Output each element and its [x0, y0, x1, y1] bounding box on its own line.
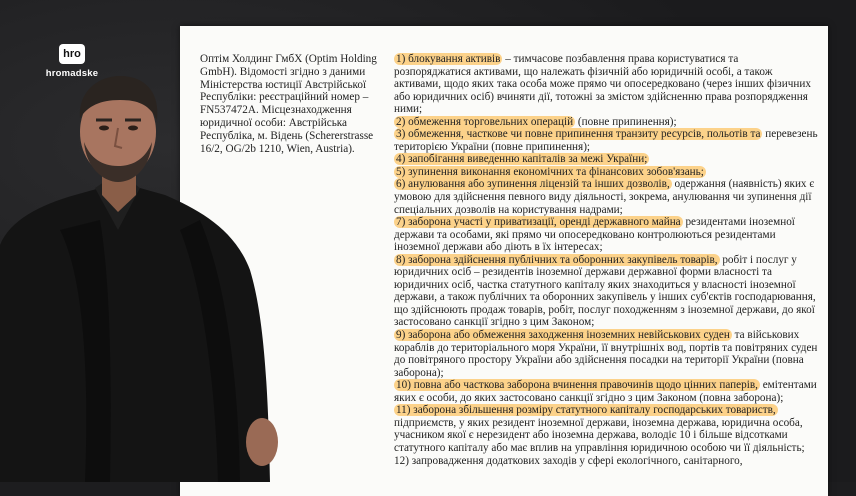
logo-text: hromadske — [45, 68, 99, 79]
sanction-item-8: 8) заборона здійснення публічних та оборонних закупівель товарів, робіт і послуг у юридичних осіб – резидентів іноземної держави державної форми власності та юридичних осіб, частка статутного капіталу яких знаходиться у власності іноземної держави, а також публічних та оборонних закупівель у інших суб'єктів господарювання, що здійснюють продаж товарів, робіт, послуг походженням з іноземної держави, до якої застосовано санкції згідно з цим Законом; — [394, 253, 816, 329]
sanction-item-10: 10) повна або часткова заборона вчинення правочинів щодо цінних паперів, емітентами яких є особи, до яких застосовано санкції згідно з цим Законом (повна заборона); — [394, 379, 817, 404]
sanction-item-4 — [394, 153, 818, 166]
hromadske-logo — [40, 44, 104, 79]
sanction-item-7: 7) заборона участі у приватизації, оренді державного майна резидентами іноземної держави та особами, які прямо чи опосередковано контролюються резидентами іноземної держави або діють в їх інтересах; — [394, 216, 795, 254]
sanction-item-9: 9) заборона або обмеження заходження іноземних невійськових суден та військових кораблів до територіального моря України, її внутрішніх вод, портів та повітряних суден до повітряного простору України або здійснення посадки на території України (повна заборона); — [394, 329, 818, 379]
highlight: 1) блокування активів — [396, 53, 501, 65]
highlight: 4) запобігання виведенню капіталів за межі України; — [396, 153, 648, 166]
sanction-item-1: 1) блокування активів – тимчасове позбавлення права користуватися та розпоряджатися активами, що належать фізичній або юридичній особі, а також активами, щодо яких така особа може прямо чи опосередковано (через інших фізичних або юридичних осіб) вчиняти дії, тотожні за змістом здійсненню права розпорядження ними; — [394, 53, 811, 116]
sanctions-list — [394, 53, 818, 467]
highlight: 11) заборона збільшення розміру статутного капіталу господарських товариств, — [396, 404, 776, 417]
highlight: 10) повна або часткова заборона вчинення правочинів щодо цінних паперів, — [396, 379, 758, 392]
logo-mark: hro — [59, 44, 85, 64]
sanction-item-11: 11) заборона збільшення розміру статутного капіталу господарських товариств, підприємств, у яких резидент іноземної держави, іноземна держава, юридична особа, учасником якої є нерезидент або іноземна держава, володіє 10 і більше відсотками статутного капіталу або має вплив на управління юридичною особою чи її діяльність; — [394, 404, 805, 454]
highlight: 7) заборона участі у приватизації, оренді державного майна — [396, 216, 681, 229]
highlight: 8) заборона здійснення публічних та оборонних закупівель товарів, — [396, 253, 718, 266]
person-photo — [0, 70, 280, 482]
highlight: 5) зупинення виконання економічних та фінансових зобов'язань; — [396, 165, 704, 178]
sanction-item-5 — [394, 166, 818, 179]
sanction-item-12: 12) запровадження додаткових заходів у сфері екологічного, санітарного, — [394, 454, 743, 467]
highlight: 3) обмеження, часткове чи повне припинення транзиту ресурсів, польотів та — [396, 128, 761, 141]
highlight: 9) заборона або обмеження заходження іноземних невійськових суден — [396, 329, 730, 342]
sanction-item-6: 6) анулювання або зупинення ліцензій та інших дозволів, одержання (наявність) яких є умовою для здійснення певного виду діяльності, зокрема, анулювання чи зупинення дії спеціальних дозволів на користування надрами; — [394, 178, 815, 216]
company-info-paragraph: Оптім Холдинг ГмбХ (Optim Holding GmbH). Відомості згідно з даними Міністерства юстиції Австрійської Республіки: реєстраційний номер – FN537472A. Місцезнаходження юридичної особи: Австрійська Республіка, м. Відень (Schererstrasse 16/2, OG/2b 1210, Wien, Austria). — [200, 53, 377, 155]
sanction-item-3: 3) обмеження, часткове чи повне припинення транзиту ресурсів, польотів та перевезень територією України (повне припинення); — [394, 128, 818, 153]
highlight: 6) анулювання або зупинення ліцензій та інших дозволів, — [396, 178, 670, 191]
highlight: 2) обмеження торговельних операцій — [396, 115, 574, 128]
sanction-item-2: 2) обмеження торговельних операцій (повне припинення); — [396, 115, 677, 128]
